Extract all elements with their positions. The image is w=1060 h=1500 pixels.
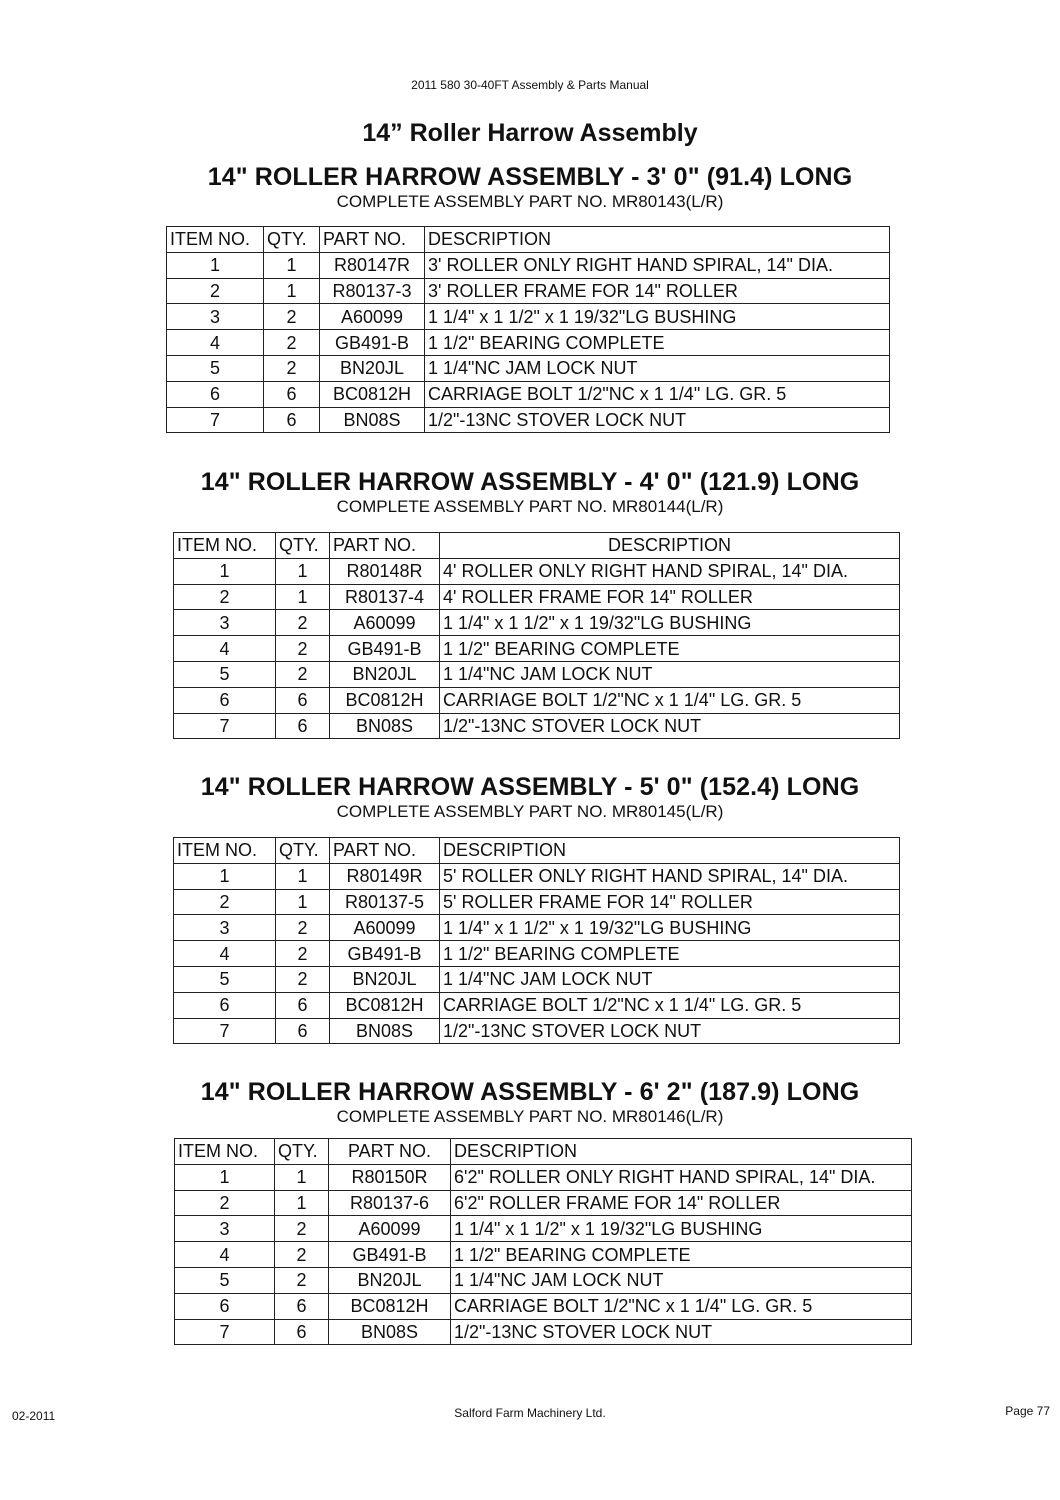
cell-description: 6'2" ROLLER ONLY RIGHT HAND SPIRAL, 14" DIA. — [451, 1164, 912, 1190]
column-header-description: DESCRIPTION — [440, 838, 900, 864]
cell-qty: 2 — [276, 661, 330, 687]
cell-item-no: 4 — [175, 1242, 275, 1268]
cell-item-no: 6 — [174, 992, 276, 1018]
table-row — [174, 966, 900, 992]
cell-part-no: BC0812H — [320, 381, 425, 407]
section-title: 14" ROLLER HARROW ASSEMBLY - 4' 0" (121.9) LONG — [200, 468, 860, 496]
table-header-row — [175, 1139, 912, 1165]
cell-qty: 2 — [276, 636, 330, 662]
table-row — [167, 381, 890, 407]
cell-description: 1 1/2" BEARING COMPLETE — [425, 330, 890, 356]
cell-item-no: 5 — [167, 355, 264, 381]
cell-part-no: BC0812H — [329, 1293, 451, 1319]
table-row — [175, 1319, 912, 1345]
cell-description: 5' ROLLER ONLY RIGHT HAND SPIRAL, 14" DIA. — [440, 863, 900, 889]
table-row — [174, 713, 900, 739]
cell-item-no: 1 — [167, 252, 264, 278]
cell-part-no: BN08S — [320, 407, 425, 433]
cell-description: 1 1/4" x 1 1/2" x 1 19/32"LG BUSHING — [425, 304, 890, 330]
cell-description: CARRIAGE BOLT 1/2"NC x 1 1/4" LG. GR. 5 — [451, 1293, 912, 1319]
cell-item-no: 5 — [174, 661, 276, 687]
cell-part-no: GB491-B — [330, 941, 440, 967]
section-subtitle: COMPLETE ASSEMBLY PART NO. MR80146(L/R) — [336, 1107, 724, 1126]
table-header-row — [174, 533, 900, 559]
assembly-section-5ft — [0, 772, 1060, 822]
cell-part-no: BN20JL — [329, 1267, 451, 1293]
table-row — [167, 304, 890, 330]
column-header-part: PART NO. — [320, 227, 425, 253]
cell-item-no: 2 — [174, 889, 276, 915]
cell-part-no: R80137-3 — [320, 278, 425, 304]
table-row — [174, 941, 900, 967]
cell-qty: 6 — [264, 381, 320, 407]
cell-part-no: R80147R — [320, 252, 425, 278]
table-row — [174, 584, 900, 610]
column-header-qty: QTY. — [276, 838, 330, 864]
table-header-row — [174, 838, 900, 864]
table-row — [174, 661, 900, 687]
running-header: 2011 580 30-40FT Assembly & Parts Manual — [411, 78, 649, 92]
cell-part-no: BN20JL — [330, 661, 440, 687]
column-header-qty: QTY. — [275, 1139, 329, 1165]
column-header-qty: QTY. — [276, 533, 330, 559]
cell-description: CARRIAGE BOLT 1/2"NC x 1 1/4" LG. GR. 5 — [425, 381, 890, 407]
section-subtitle: COMPLETE ASSEMBLY PART NO. MR80145(L/R) — [336, 802, 724, 821]
column-header-item: ITEM NO. — [167, 227, 264, 253]
table-row — [167, 407, 890, 433]
cell-description: CARRIAGE BOLT 1/2"NC x 1 1/4" LG. GR. 5 — [440, 992, 900, 1018]
cell-part-no: BN08S — [329, 1319, 451, 1345]
cell-item-no: 7 — [174, 1018, 276, 1044]
table-row — [174, 889, 900, 915]
table-row — [174, 992, 900, 1018]
cell-description: CARRIAGE BOLT 1/2"NC x 1 1/4" LG. GR. 5 — [440, 687, 900, 713]
cell-qty: 6 — [264, 407, 320, 433]
cell-qty: 2 — [264, 304, 320, 330]
cell-item-no: 1 — [175, 1164, 275, 1190]
section-subtitle: COMPLETE ASSEMBLY PART NO. MR80143(L/R) — [336, 192, 724, 211]
cell-part-no: BC0812H — [330, 992, 440, 1018]
section-title: 14" ROLLER HARROW ASSEMBLY - 3' 0" (91.4) LONG — [207, 163, 853, 191]
parts-table-5ft — [173, 837, 900, 1044]
table-row — [175, 1242, 912, 1268]
assembly-section-6ft2 — [0, 1077, 1060, 1127]
section-title: 14" ROLLER HARROW ASSEMBLY - 5' 0" (152.4) LONG — [200, 773, 860, 801]
table-row — [167, 278, 890, 304]
cell-item-no: 2 — [174, 584, 276, 610]
cell-qty: 2 — [276, 915, 330, 941]
cell-part-no: R80137-6 — [329, 1190, 451, 1216]
column-header-description: DESCRIPTION — [440, 533, 900, 559]
column-header-part: PART NO. — [329, 1139, 451, 1165]
cell-item-no: 3 — [174, 610, 276, 636]
cell-description: 6'2" ROLLER FRAME FOR 14" ROLLER — [451, 1190, 912, 1216]
cell-qty: 2 — [275, 1267, 329, 1293]
cell-qty: 1 — [276, 558, 330, 584]
assembly-section-4ft — [0, 467, 1060, 517]
cell-part-no: A60099 — [330, 915, 440, 941]
cell-description: 3' ROLLER FRAME FOR 14" ROLLER — [425, 278, 890, 304]
cell-description: 1 1/4"NC JAM LOCK NUT — [425, 355, 890, 381]
cell-part-no: BN20JL — [330, 966, 440, 992]
cell-item-no: 5 — [175, 1267, 275, 1293]
cell-qty: 6 — [276, 687, 330, 713]
cell-part-no: R80137-5 — [330, 889, 440, 915]
table-header-row — [167, 227, 890, 253]
cell-item-no: 4 — [174, 636, 276, 662]
cell-qty: 1 — [275, 1190, 329, 1216]
cell-description: 1 1/4"NC JAM LOCK NUT — [440, 966, 900, 992]
column-header-item: ITEM NO. — [175, 1139, 275, 1165]
cell-item-no: 7 — [175, 1319, 275, 1345]
cell-qty: 1 — [276, 863, 330, 889]
cell-qty: 6 — [275, 1293, 329, 1319]
footer-date: 02-2011 — [12, 1409, 56, 1423]
cell-description: 1 1/2" BEARING COMPLETE — [451, 1242, 912, 1268]
table-row — [174, 863, 900, 889]
cell-item-no: 6 — [175, 1293, 275, 1319]
cell-item-no: 3 — [167, 304, 264, 330]
table-row — [167, 355, 890, 381]
cell-qty: 1 — [276, 584, 330, 610]
cell-description: 1/2"-13NC STOVER LOCK NUT — [425, 407, 890, 433]
cell-part-no: BN20JL — [320, 355, 425, 381]
cell-qty: 2 — [264, 355, 320, 381]
column-header-part: PART NO. — [330, 533, 440, 559]
cell-item-no: 4 — [167, 330, 264, 356]
cell-item-no: 6 — [167, 381, 264, 407]
cell-part-no: R80137-4 — [330, 584, 440, 610]
cell-description: 3' ROLLER ONLY RIGHT HAND SPIRAL, 14" DIA. — [425, 252, 890, 278]
footer-page-number: Page 77 — [1005, 1404, 1050, 1418]
cell-qty: 1 — [275, 1164, 329, 1190]
cell-description: 1 1/4"NC JAM LOCK NUT — [440, 661, 900, 687]
cell-part-no: BC0812H — [330, 687, 440, 713]
cell-part-no: A60099 — [320, 304, 425, 330]
cell-part-no: GB491-B — [320, 330, 425, 356]
cell-item-no: 3 — [174, 915, 276, 941]
cell-item-no: 1 — [174, 558, 276, 584]
column-header-part: PART NO. — [330, 838, 440, 864]
cell-part-no: R80150R — [329, 1164, 451, 1190]
parts-table-4ft — [173, 532, 900, 739]
cell-qty: 1 — [276, 889, 330, 915]
column-header-item: ITEM NO. — [174, 838, 276, 864]
cell-qty: 2 — [276, 610, 330, 636]
cell-item-no: 4 — [174, 941, 276, 967]
cell-description: 1/2"-13NC STOVER LOCK NUT — [440, 713, 900, 739]
cell-description: 1 1/4" x 1 1/2" x 1 19/32"LG BUSHING — [451, 1216, 912, 1242]
cell-part-no: R80148R — [330, 558, 440, 584]
table-row — [175, 1293, 912, 1319]
cell-part-no: GB491-B — [330, 636, 440, 662]
column-header-qty: QTY. — [264, 227, 320, 253]
cell-part-no: BN08S — [330, 713, 440, 739]
table-row — [174, 687, 900, 713]
column-header-description: DESCRIPTION — [451, 1139, 912, 1165]
cell-qty: 6 — [276, 1018, 330, 1044]
table-row — [174, 610, 900, 636]
cell-item-no: 1 — [174, 863, 276, 889]
table-row — [174, 915, 900, 941]
column-header-item: ITEM NO. — [174, 533, 276, 559]
cell-part-no: A60099 — [329, 1216, 451, 1242]
cell-part-no: A60099 — [330, 610, 440, 636]
cell-description: 1 1/4" x 1 1/2" x 1 19/32"LG BUSHING — [440, 610, 900, 636]
cell-item-no: 6 — [174, 687, 276, 713]
table-row — [174, 558, 900, 584]
cell-item-no: 2 — [175, 1190, 275, 1216]
cell-item-no: 7 — [174, 713, 276, 739]
table-row — [167, 252, 890, 278]
cell-part-no: R80149R — [330, 863, 440, 889]
cell-item-no: 5 — [174, 966, 276, 992]
cell-qty: 2 — [275, 1216, 329, 1242]
table-row — [175, 1267, 912, 1293]
cell-qty: 6 — [276, 713, 330, 739]
cell-item-no: 3 — [175, 1216, 275, 1242]
table-row — [174, 1018, 900, 1044]
cell-qty: 2 — [276, 966, 330, 992]
table-row — [174, 636, 900, 662]
cell-description: 1 1/2" BEARING COMPLETE — [440, 636, 900, 662]
table-row — [175, 1164, 912, 1190]
cell-qty: 2 — [264, 330, 320, 356]
cell-description: 4' ROLLER FRAME FOR 14" ROLLER — [440, 584, 900, 610]
cell-part-no: BN08S — [330, 1018, 440, 1044]
parts-table-6ft2 — [174, 1138, 912, 1345]
footer-company: Salford Farm Machinery Ltd. — [454, 1406, 606, 1420]
cell-qty: 2 — [275, 1242, 329, 1268]
page-title: 14” Roller Harrow Assembly — [362, 119, 698, 147]
section-subtitle: COMPLETE ASSEMBLY PART NO. MR80144(L/R) — [336, 497, 724, 516]
table-row — [175, 1190, 912, 1216]
parts-table-3ft — [166, 226, 890, 433]
cell-qty: 2 — [276, 941, 330, 967]
cell-description: 1 1/4" x 1 1/2" x 1 19/32"LG BUSHING — [440, 915, 900, 941]
cell-item-no: 7 — [167, 407, 264, 433]
table-row — [175, 1216, 912, 1242]
cell-description: 1 1/2" BEARING COMPLETE — [440, 941, 900, 967]
cell-item-no: 2 — [167, 278, 264, 304]
column-header-description: DESCRIPTION — [425, 227, 890, 253]
cell-qty: 6 — [275, 1319, 329, 1345]
cell-qty: 6 — [276, 992, 330, 1018]
cell-description: 5' ROLLER FRAME FOR 14" ROLLER — [440, 889, 900, 915]
cell-description: 1 1/4"NC JAM LOCK NUT — [451, 1267, 912, 1293]
cell-description: 4' ROLLER ONLY RIGHT HAND SPIRAL, 14" DIA. — [440, 558, 900, 584]
assembly-section-3ft — [0, 162, 1060, 212]
section-title: 14" ROLLER HARROW ASSEMBLY - 6' 2" (187.9) LONG — [200, 1078, 860, 1106]
cell-qty: 1 — [264, 278, 320, 304]
table-row — [167, 330, 890, 356]
cell-qty: 1 — [264, 252, 320, 278]
cell-description: 1/2"-13NC STOVER LOCK NUT — [440, 1018, 900, 1044]
cell-description: 1/2"-13NC STOVER LOCK NUT — [451, 1319, 912, 1345]
cell-part-no: GB491-B — [329, 1242, 451, 1268]
